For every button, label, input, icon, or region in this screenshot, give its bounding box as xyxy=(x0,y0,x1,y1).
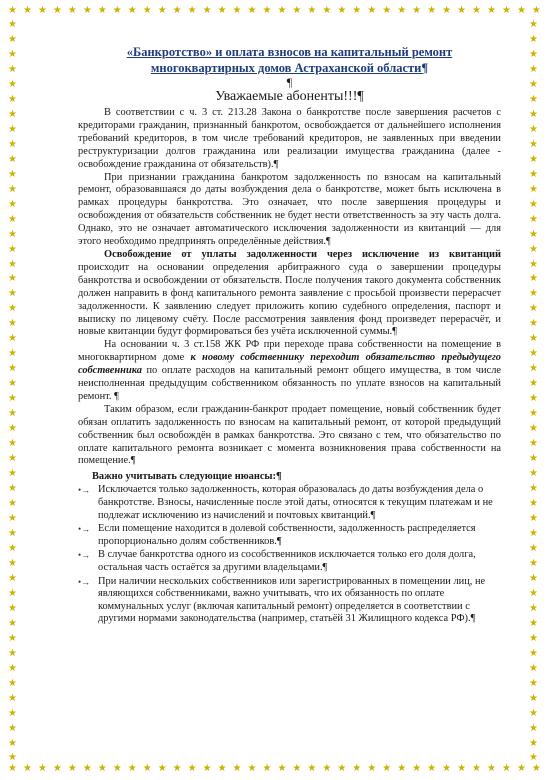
star-border-right xyxy=(529,20,541,764)
star-icon: ★ xyxy=(172,5,182,16)
star-icon: ★ xyxy=(352,5,362,16)
star-icon: ★ xyxy=(8,468,17,480)
star-border-left xyxy=(8,20,20,764)
star-icon: ★ xyxy=(8,288,17,300)
star-icon: ★ xyxy=(529,752,538,764)
star-icon: ★ xyxy=(529,542,538,554)
star-icon: ★ xyxy=(529,527,538,539)
paragraph-5: Таким образом, если гражданин-банкрот продает помещение, новый собственник будет обязан оплатить задолженность по взносам на капитальный ремонт, от которой предыдущий собственник был освобождён в рамках банкротства. Это связано с тем, что обязательство по оплате капитального ремонта возникает с момента возникновения права собственности на помещение.¶ xyxy=(78,403,501,467)
star-icon: ★ xyxy=(262,763,272,774)
star-icon: ★ xyxy=(8,303,17,315)
star-icon: ★ xyxy=(157,763,167,774)
star-icon: ★ xyxy=(127,763,137,774)
star-icon: ★ xyxy=(8,48,17,60)
bullet-arrow-icon: •→ xyxy=(78,550,91,561)
paragraph-3-bold: Освобождение от уплаты задолженности через исключение из квитанций xyxy=(104,248,501,260)
star-icon: ★ xyxy=(232,5,242,16)
star-icon: ★ xyxy=(529,737,538,749)
star-icon: ★ xyxy=(529,108,538,120)
star-icon: ★ xyxy=(8,183,17,195)
star-icon: ★ xyxy=(397,763,407,774)
bullet-arrow-icon: •→ xyxy=(78,576,91,587)
star-icon: ★ xyxy=(202,5,212,16)
list-item: •→ При наличии нескольких собственников или зарегистрированных в помещении лиц, не являющихся собственниками, важно учитывать, что их обязанность по оплате коммунальных услуг (включая капитальный ремонт) определяется в соответствии с другими нормами законодательства (например, статьёй 31 Жилищного кодекса РФ).¶ xyxy=(78,575,486,625)
star-icon: ★ xyxy=(529,48,538,60)
star-icon: ★ xyxy=(516,763,526,774)
star-icon: ★ xyxy=(8,258,17,270)
star-icon: ★ xyxy=(97,763,107,774)
bullet-arrow-icon: •→ xyxy=(78,485,91,496)
paragraph-4-bold: к новому собственнику переходит обязательство предыдущего собственника xyxy=(78,352,501,377)
star-icon: ★ xyxy=(322,763,332,774)
star-icon: ★ xyxy=(529,303,538,315)
star-icon: ★ xyxy=(202,763,212,774)
star-icon: ★ xyxy=(382,763,392,774)
star-icon: ★ xyxy=(8,557,17,569)
star-icon: ★ xyxy=(187,763,197,774)
star-icon: ★ xyxy=(262,5,272,16)
star-border-bottom xyxy=(8,764,541,776)
star-icon: ★ xyxy=(8,213,17,225)
star-icon: ★ xyxy=(337,5,347,16)
star-icon: ★ xyxy=(529,153,538,165)
star-icon: ★ xyxy=(8,63,17,75)
star-icon: ★ xyxy=(529,423,538,435)
star-icon: ★ xyxy=(472,5,481,16)
star-icon: ★ xyxy=(8,423,17,435)
star-icon: ★ xyxy=(529,213,538,225)
paragraph-4-start: На основании ч. 3 ст.158 ЖК РФ при переходе права собственности на помещение в многоквартирном доме xyxy=(78,339,501,364)
star-icon: ★ xyxy=(529,512,538,524)
star-icon: ★ xyxy=(382,5,392,16)
star-icon: ★ xyxy=(501,5,511,16)
star-icon: ★ xyxy=(307,763,317,774)
star-icon: ★ xyxy=(501,763,511,774)
star-icon: ★ xyxy=(8,228,17,240)
star-icon: ★ xyxy=(8,393,17,405)
star-icon: ★ xyxy=(8,108,17,120)
star-icon: ★ xyxy=(277,763,287,774)
star-icon: ★ xyxy=(8,527,17,539)
paragraph-1: В соответствии с ч. 3 ст. 213.28 Закона о банкротстве после завершения расчетов с кредиторами гражданин, признанный банкротом, освобождается от дальнейшего исполнения требований кредиторов, в том числе требований кредиторов, не заявленных при введении реструктуризации долгов гражданина или реализации имущества гражданина (далее - освобождение гражданина от обязательств).¶ xyxy=(78,107,501,170)
star-icon: ★ xyxy=(529,63,538,75)
star-icon: ★ xyxy=(529,557,538,569)
star-icon: ★ xyxy=(8,198,17,210)
star-icon: ★ xyxy=(529,318,538,330)
star-icon: ★ xyxy=(487,763,496,774)
star-icon: ★ xyxy=(292,5,302,16)
nuances-list xyxy=(78,484,501,626)
star-icon: ★ xyxy=(8,19,17,30)
star-icon: ★ xyxy=(529,198,538,210)
star-icon: ★ xyxy=(529,617,538,629)
star-icon: ★ xyxy=(529,288,538,300)
star-icon: ★ xyxy=(217,763,227,774)
star-icon: ★ xyxy=(531,763,541,774)
star-icon: ★ xyxy=(472,763,481,774)
star-icon: ★ xyxy=(322,5,332,16)
star-icon: ★ xyxy=(142,5,152,16)
star-icon: ★ xyxy=(529,438,538,450)
star-icon: ★ xyxy=(529,483,538,495)
star-icon: ★ xyxy=(529,183,538,195)
star-icon: ★ xyxy=(442,5,452,16)
star-icon: ★ xyxy=(529,572,538,584)
star-icon: ★ xyxy=(8,587,17,599)
star-icon: ★ xyxy=(142,763,152,774)
star-icon: ★ xyxy=(8,243,17,255)
star-icon: ★ xyxy=(8,677,17,689)
star-icon: ★ xyxy=(529,33,538,45)
star-icon: ★ xyxy=(172,763,182,774)
star-icon: ★ xyxy=(487,5,496,16)
star-icon: ★ xyxy=(442,763,452,774)
star-icon: ★ xyxy=(187,5,197,16)
star-icon: ★ xyxy=(8,763,17,774)
star-icon: ★ xyxy=(8,632,17,644)
star-icon: ★ xyxy=(427,763,437,774)
star-icon: ★ xyxy=(531,5,541,16)
star-icon: ★ xyxy=(127,5,137,16)
star-icon: ★ xyxy=(8,647,17,659)
star-icon: ★ xyxy=(52,763,62,774)
star-icon: ★ xyxy=(529,662,538,674)
star-icon: ★ xyxy=(529,722,538,734)
star-icon: ★ xyxy=(82,5,92,16)
star-icon: ★ xyxy=(8,273,17,285)
paragraph-3 xyxy=(78,249,501,339)
list-item: •→ Исключается только задолженность, которая образовалась до даты возбуждения дела о банкротстве. Взносы, начисленные после этой даты, относятся к текущим платежам и не подлежат исключению из начислений и почтовых квитанций.¶ xyxy=(78,484,493,521)
star-icon: ★ xyxy=(8,438,17,450)
star-icon: ★ xyxy=(457,5,467,16)
star-icon: ★ xyxy=(8,752,17,764)
star-icon: ★ xyxy=(307,5,317,16)
star-icon: ★ xyxy=(8,662,17,674)
star-icon: ★ xyxy=(529,228,538,240)
star-icon: ★ xyxy=(37,5,47,16)
star-icon: ★ xyxy=(22,5,32,16)
star-icon: ★ xyxy=(8,138,17,150)
bullet-arrow-icon: •→ xyxy=(78,524,91,535)
paragraph-3-rest: происходит на основании определения арбитражного суда о завершении процедуры банкротства и освобождении от обязательств. После получения такого документа собственник должен направить в фонд капитального ремонта заявление с просьбой произвести перерасчет задолженности. К заявлению следует приложить копию судебного определения, паспорт и выписку по лицевому счёту. После рассмотрения заявления фонд произведет перерасчёт, и новые квитанции будут формироваться без учёта исключенной суммы.¶ xyxy=(78,261,501,338)
star-icon: ★ xyxy=(8,33,17,45)
star-icon: ★ xyxy=(247,5,257,16)
star-icon: ★ xyxy=(397,5,407,16)
star-icon: ★ xyxy=(8,542,17,554)
star-icon: ★ xyxy=(8,5,17,16)
star-icon: ★ xyxy=(217,5,227,16)
star-icon: ★ xyxy=(112,763,122,774)
star-icon: ★ xyxy=(8,707,17,719)
star-icon: ★ xyxy=(8,737,17,749)
star-icon: ★ xyxy=(8,153,17,165)
star-icon: ★ xyxy=(529,587,538,599)
star-icon: ★ xyxy=(529,363,538,375)
star-icon: ★ xyxy=(529,258,538,270)
star-icon: ★ xyxy=(529,468,538,480)
paragraph-4-end: по оплате расходов на капитальный ремонт общего имущества, в том числе неисполненная предыдущим собственником обязанность по уплате взносов на капитальный ремонт. ¶ xyxy=(78,365,501,402)
document-title-line-1: «Банкротство» и оплата взносов на капитальный ремонт xyxy=(126,45,453,59)
star-icon: ★ xyxy=(112,5,122,16)
star-icon: ★ xyxy=(8,348,17,360)
star-icon: ★ xyxy=(22,763,32,774)
list-item: •→ В случае банкротства одного из сособственников исключается только его доля долга, остальная часть остаётся за другими владельцами.¶ xyxy=(78,549,476,573)
star-icon: ★ xyxy=(352,763,362,774)
star-icon: ★ xyxy=(529,19,538,30)
star-icon: ★ xyxy=(529,498,538,509)
star-icon: ★ xyxy=(67,5,77,16)
star-icon: ★ xyxy=(529,243,538,255)
star-icon: ★ xyxy=(157,5,167,16)
star-icon: ★ xyxy=(82,763,92,774)
document-body xyxy=(78,44,501,627)
star-icon: ★ xyxy=(8,512,17,524)
star-icon: ★ xyxy=(529,393,538,405)
star-icon: ★ xyxy=(8,408,17,420)
star-icon: ★ xyxy=(232,763,242,774)
star-icon: ★ xyxy=(8,453,17,465)
star-icon: ★ xyxy=(529,93,538,105)
star-icon: ★ xyxy=(529,647,538,659)
star-icon: ★ xyxy=(529,692,538,704)
star-icon: ★ xyxy=(8,692,17,704)
star-icon: ★ xyxy=(277,5,287,16)
star-icon: ★ xyxy=(247,763,257,774)
list-item: •→ Если помещение находится в долевой собственности, задолженность распределяется пропорционально долям собственников.¶ xyxy=(78,523,476,547)
star-icon: ★ xyxy=(8,602,17,614)
star-icon: ★ xyxy=(516,5,526,16)
star-icon: ★ xyxy=(8,722,17,734)
greeting-heading: Уважаемые абоненты!!!¶ xyxy=(215,89,364,104)
star-icon: ★ xyxy=(529,707,538,719)
star-icon: ★ xyxy=(8,93,17,105)
star-icon: ★ xyxy=(8,318,17,330)
star-icon: ★ xyxy=(8,333,17,345)
document-title-line-2: многоквартирных домов Астраханской области¶ xyxy=(150,61,429,75)
star-icon: ★ xyxy=(529,453,538,465)
star-icon: ★ xyxy=(367,763,377,774)
star-icon: ★ xyxy=(8,498,17,509)
star-icon: ★ xyxy=(292,763,302,774)
star-icon: ★ xyxy=(529,677,538,689)
star-icon: ★ xyxy=(529,348,538,360)
star-icon: ★ xyxy=(67,763,77,774)
star-border-top xyxy=(8,6,541,18)
star-icon: ★ xyxy=(427,5,437,16)
star-icon: ★ xyxy=(529,273,538,285)
nuances-heading: Важно учитывать следующие нюансы:¶ xyxy=(92,471,282,483)
star-icon: ★ xyxy=(529,138,538,150)
star-icon: ★ xyxy=(52,5,62,16)
pilcrow-mark: ¶ xyxy=(286,75,293,89)
paragraph-2: При признании гражданина банкротом задолженность по взносам на капитальный ремонт, образовавшаяся до даты возбуждения дела о банкротстве, может быть исключена в рамках процедуры банкротства. Это означает, что после завершения процедуры и освобождения от обязательств собственник не будет нести ответственность за эту часть долга. Однако, это не означает автоматического исключения задолженности из квитанций — для этого необходимо предпринять определённые действия.¶ xyxy=(78,171,501,248)
star-icon: ★ xyxy=(412,763,422,774)
star-icon: ★ xyxy=(457,763,467,774)
star-icon: ★ xyxy=(8,78,17,90)
star-icon: ★ xyxy=(529,168,538,180)
star-icon: ★ xyxy=(412,5,422,16)
star-icon: ★ xyxy=(37,763,47,774)
star-icon: ★ xyxy=(8,363,17,375)
star-icon: ★ xyxy=(367,5,377,16)
star-icon: ★ xyxy=(529,333,538,345)
star-icon: ★ xyxy=(8,617,17,629)
star-icon: ★ xyxy=(337,763,347,774)
star-icon: ★ xyxy=(529,632,538,644)
star-icon: ★ xyxy=(529,378,538,390)
star-icon: ★ xyxy=(529,408,538,420)
star-icon: ★ xyxy=(8,168,17,180)
star-icon: ★ xyxy=(8,572,17,584)
star-icon: ★ xyxy=(529,602,538,614)
star-icon: ★ xyxy=(97,5,107,16)
star-icon: ★ xyxy=(8,483,17,495)
star-icon: ★ xyxy=(8,123,17,135)
paragraph-4 xyxy=(78,339,501,404)
star-icon: ★ xyxy=(529,123,538,135)
star-icon: ★ xyxy=(8,378,17,390)
star-icon: ★ xyxy=(529,78,538,90)
